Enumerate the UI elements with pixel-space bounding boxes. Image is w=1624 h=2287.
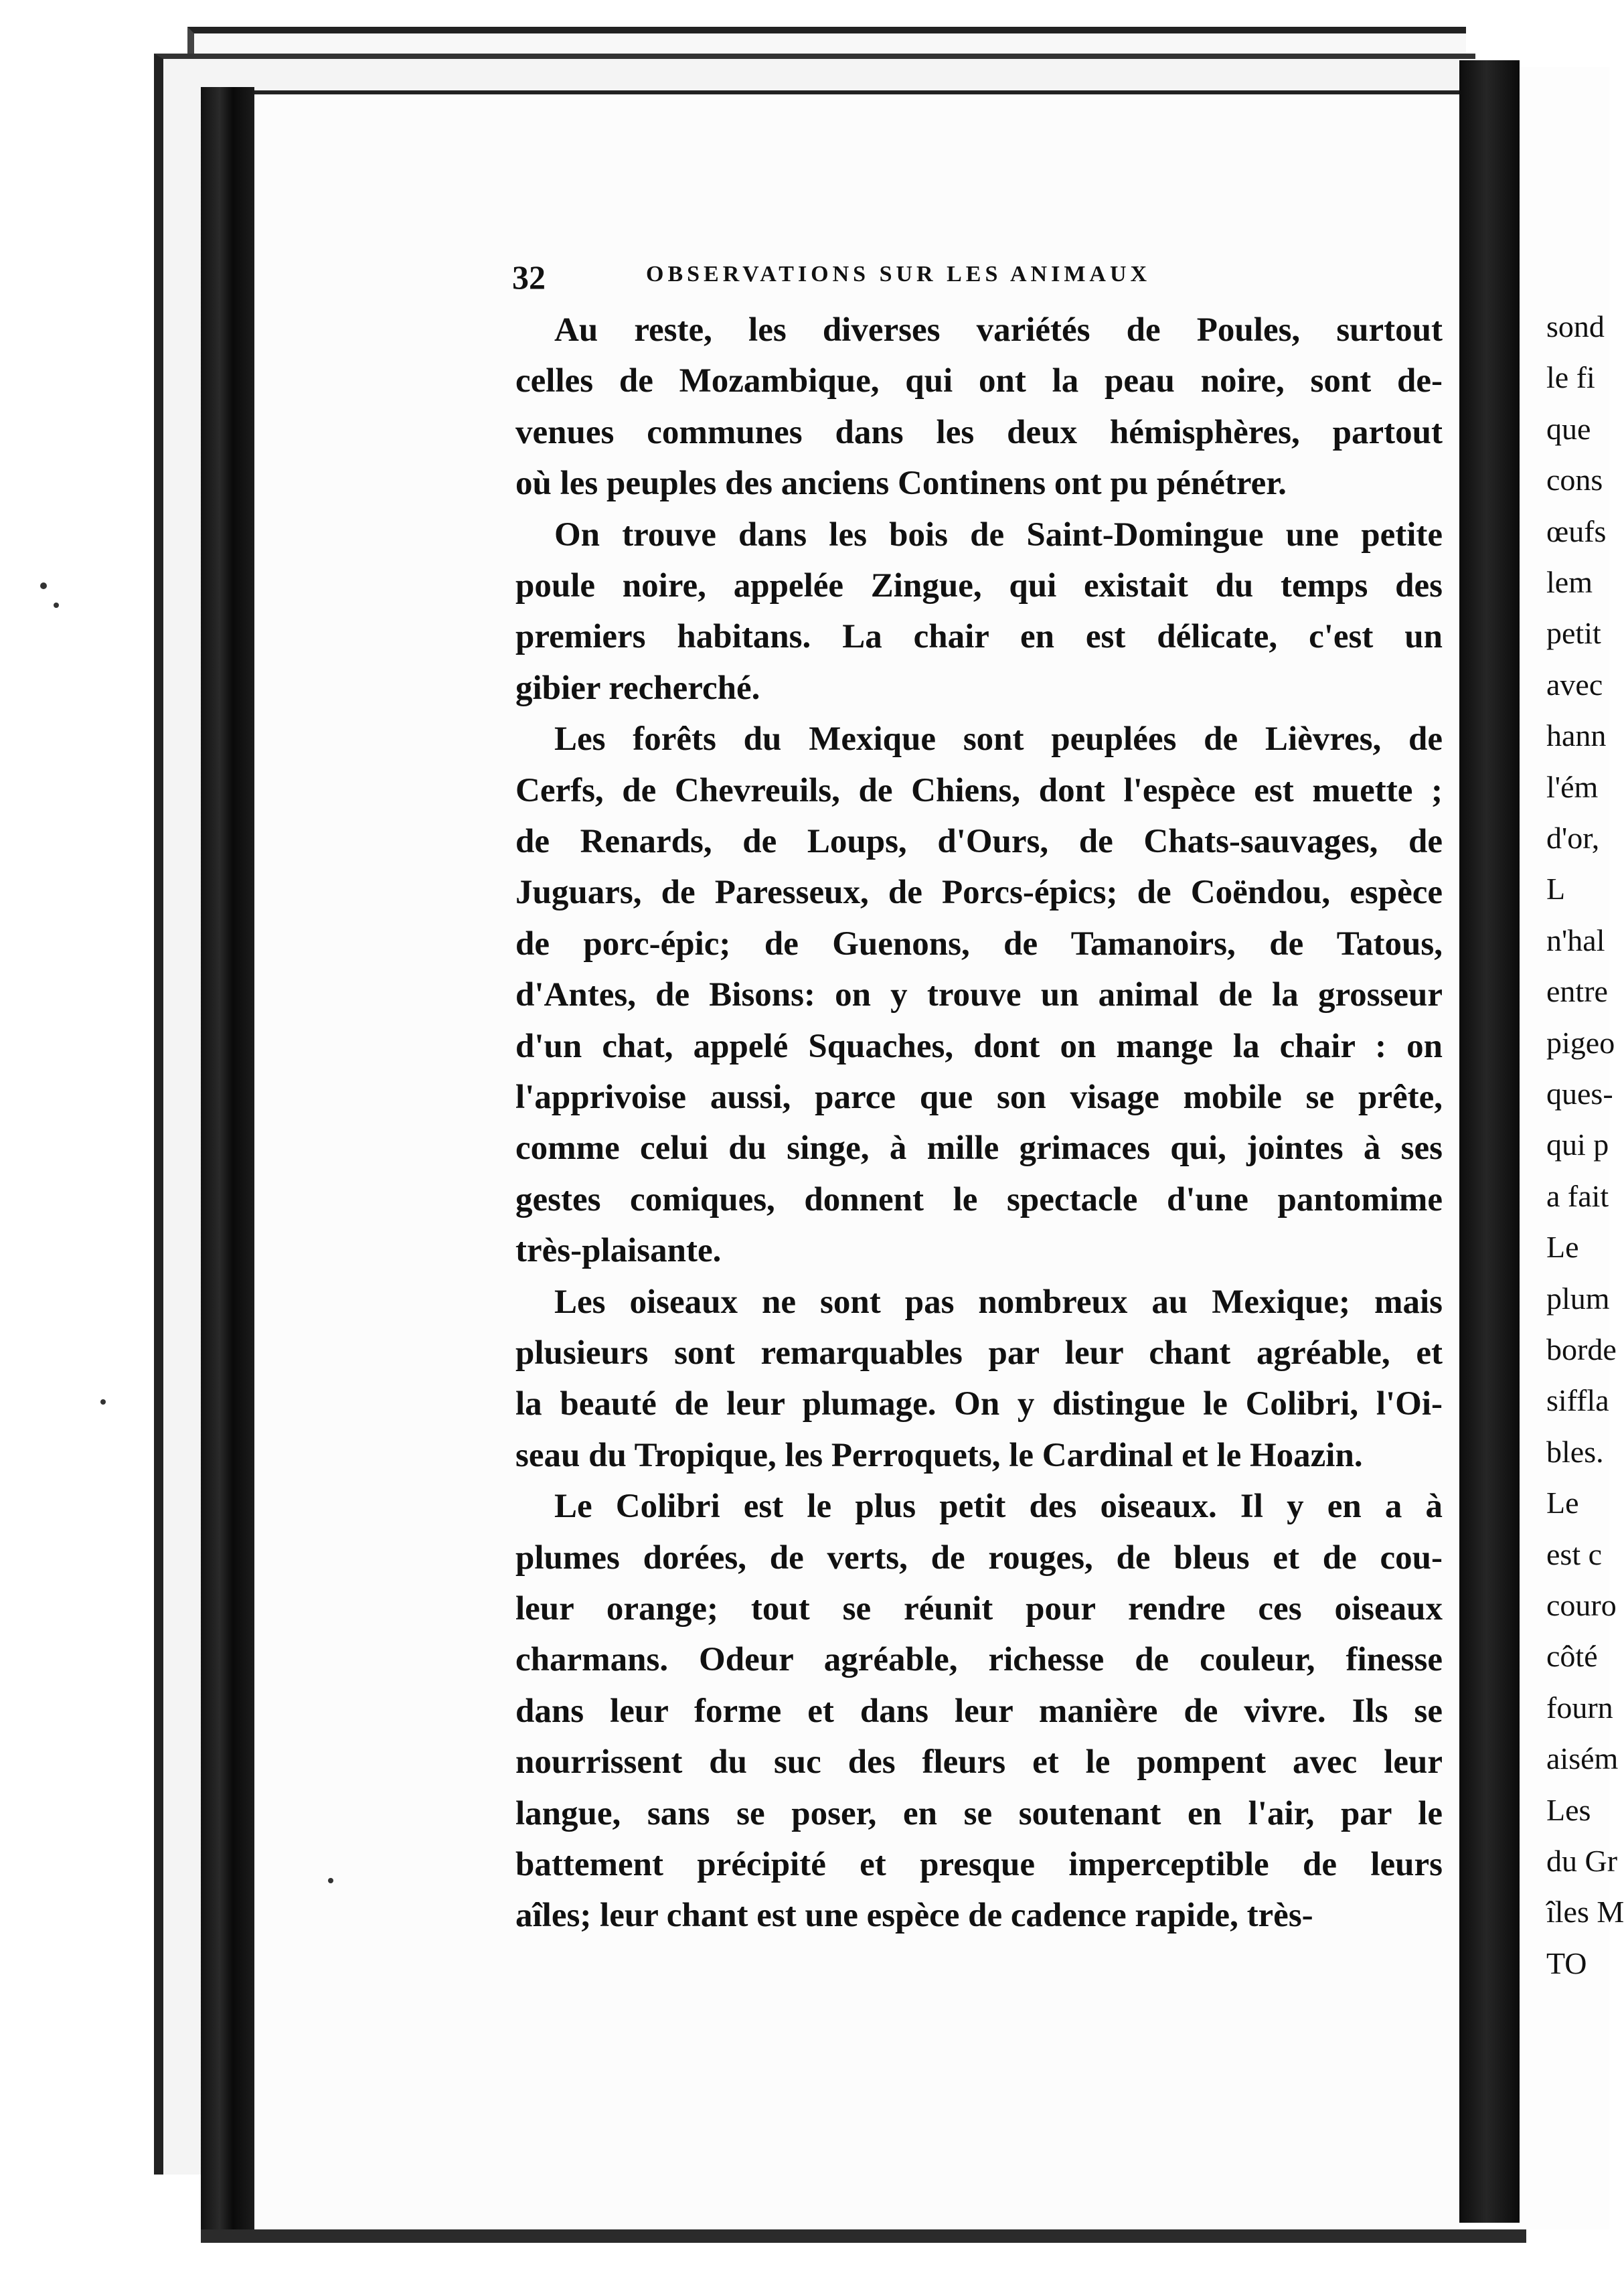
text-line: premiers habitans. La chair en est délicate, c'est un: [515, 618, 1443, 655]
text-line: poule noire, appelée Zingue, qui existait du temps des: [515, 567, 1443, 605]
text-line: aîles; leur chant est une espèce de cadence rapide, très-: [515, 1897, 1313, 1934]
facing-text-fragment: l'ém: [1546, 770, 1599, 804]
scan-speck: [100, 1399, 106, 1405]
text-line: d'Antes, de Bisons: on y trouve un animal de la grosseur: [515, 976, 1443, 1014]
text-line: seau du Tropique, les Perroquets, le Cardinal et le Hoazin.: [515, 1437, 1363, 1474]
text-line: Juguars, de Paresseux, de Porcs-épics; de Coëndou, espèce: [515, 874, 1443, 911]
facing-text-fragment: qui p: [1546, 1127, 1609, 1162]
text-line: gestes comiques, donnent le spectacle d'une pantomime: [515, 1181, 1443, 1218]
text-line: Le Colibri est le plus petit des oiseaux. Il y en a à: [554, 1488, 1443, 1525]
facing-text-fragment: siffla: [1546, 1383, 1609, 1417]
text-line: dans leur forme et dans leur manière de vivre. Ils se: [515, 1692, 1443, 1730]
text-line: battement précipité et presque imperceptible de leurs: [515, 1846, 1443, 1883]
facing-text-fragment: ques-: [1546, 1077, 1613, 1111]
text-line: gibier recherché.: [515, 669, 760, 707]
facing-text-fragment: que: [1546, 412, 1591, 446]
facing-text-fragment: a fait: [1546, 1179, 1609, 1213]
facing-text-fragment: pigeo: [1546, 1026, 1615, 1060]
facing-text-fragment: Les: [1546, 1793, 1591, 1827]
text-line: l'apprivoise aussi, parce que son visage mobile se prête,: [515, 1079, 1443, 1116]
facing-text-fragment: aisém: [1546, 1741, 1619, 1776]
scan-speck: [328, 1878, 333, 1883]
running-head-title: OBSERVATIONS SUR LES ANIMAUX: [646, 262, 1151, 287]
facing-text-fragment: est c: [1546, 1537, 1603, 1571]
facing-text-fragment: lem: [1546, 565, 1593, 599]
facing-text-fragment: fourn: [1546, 1690, 1613, 1725]
text-line: Au reste, les diverses variétés de Poules, surtout: [554, 311, 1443, 349]
facing-text-fragment: plum: [1546, 1281, 1610, 1316]
text-line: d'un chat, appelé Squaches, dont on mange la chair : on: [515, 1028, 1443, 1065]
text-line: Cerfs, de Chevreuils, de Chiens, dont l'espèce est muette ;: [515, 772, 1443, 809]
book-spine-shadow: [201, 87, 254, 2236]
text-line: Les forêts du Mexique sont peuplées de Lièvres, de: [554, 720, 1443, 758]
text-line: langue, sans se poser, en se soutenant en l'air, par le: [515, 1795, 1443, 1832]
text-line: celles de Mozambique, qui ont la peau noire, sont de-: [515, 362, 1443, 400]
text-line: très-plaisante.: [515, 1232, 722, 1269]
text-line: venues communes dans les deux hémisphères, partout: [515, 414, 1443, 451]
facing-page-fragment: [1520, 67, 1624, 2229]
text-line: charmans. Odeur agréable, richesse de couleur, finesse: [515, 1641, 1443, 1678]
facing-text-fragment: œufs: [1546, 514, 1607, 548]
text-line: Les oiseaux ne sont pas nombreux au Mexique; mais: [554, 1283, 1443, 1321]
facing-text-fragment: L: [1546, 872, 1566, 906]
facing-text-fragment: Le: [1546, 1230, 1579, 1264]
text-line: leur orange; tout se réunit pour rendre ces oiseaux: [515, 1590, 1443, 1628]
text-line: où les peuples des anciens Continens ont pu pénétrer.: [515, 465, 1287, 502]
facing-text-fragment: n'hal: [1546, 923, 1605, 957]
scan-speck: [40, 582, 47, 589]
facing-text-fragment: avec: [1546, 667, 1603, 702]
running-head: [512, 258, 1449, 298]
facing-text-fragment: Le: [1546, 1486, 1579, 1520]
page-bottom-shadow: [201, 2229, 1526, 2243]
facing-text-fragment: petit: [1546, 616, 1601, 650]
facing-text-fragment: bles.: [1546, 1435, 1604, 1469]
page-number: 32: [512, 258, 546, 296]
facing-text-fragment: le fi: [1546, 360, 1595, 394]
text-line: nourrissent du suc des fleurs et le pompent avec leur: [515, 1743, 1443, 1781]
facing-text-fragment: TO: [1546, 1946, 1587, 1980]
text-line: la beauté de leur plumage. On y distingue le Colibri, l'Oi-: [515, 1385, 1443, 1423]
facing-text-fragment: côté: [1546, 1639, 1598, 1673]
facing-text-fragment: couro: [1546, 1588, 1617, 1622]
scan-speck: [54, 603, 59, 608]
facing-text-fragment: hann: [1546, 718, 1607, 753]
facing-text-fragment: îles M: [1546, 1895, 1624, 1929]
facing-text-fragment: cons: [1546, 463, 1603, 497]
facing-text-fragment: borde: [1546, 1332, 1617, 1366]
text-line: de Renards, de Loups, d'Ours, de Chats-sauvages, de: [515, 823, 1443, 860]
text-line: de porc-épic; de Guenons, de Tamanoirs, de Tatous,: [515, 925, 1443, 963]
text-line: plusieurs sont remarquables par leur chant agréable, et: [515, 1334, 1443, 1372]
facing-text-fragment: sond: [1546, 309, 1605, 343]
book-gutter-shadow: [1459, 60, 1520, 2223]
text-line: On trouve dans les bois de Saint-Domingue une petite: [554, 516, 1443, 554]
text-line: comme celui du singe, à mille grimaces qui, jointes à ses: [515, 1129, 1443, 1167]
facing-text-fragment: entre: [1546, 974, 1608, 1008]
facing-text-fragment: d'or,: [1546, 821, 1600, 855]
facing-text-fragment: du Gr: [1546, 1844, 1618, 1878]
text-line: plumes dorées, de verts, de rouges, de bleus et de cou-: [515, 1539, 1443, 1577]
